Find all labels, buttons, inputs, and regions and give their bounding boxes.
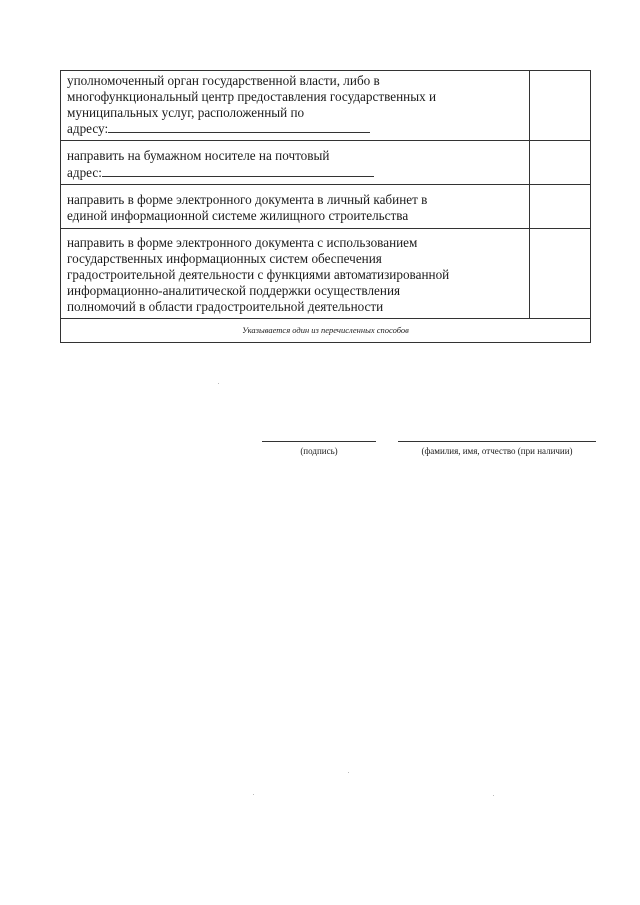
option-row-office <box>61 71 590 141</box>
option-line: направить на бумажном носителе на почтовый <box>67 148 330 164</box>
option-line: информационно-аналитической поддержки осуществления <box>67 282 401 298</box>
scan-speck <box>493 795 494 796</box>
option-line: направить в форме электронного документа с использованием <box>67 235 418 251</box>
option-row-personal-account <box>61 185 590 230</box>
option-line: уполномоченный орган государственной власти, либо в <box>67 73 380 88</box>
address-label: адрес: <box>67 164 102 180</box>
option-line: направить в форме электронного документа в личный кабинет в <box>67 191 428 207</box>
option-row-mail <box>61 141 590 185</box>
note-row <box>61 319 590 342</box>
address-line <box>67 120 523 137</box>
option-checkbox-cell[interactable] <box>530 141 590 184</box>
option-text <box>61 185 530 229</box>
option-line: единой информационной системе жилищного строительства <box>67 207 409 223</box>
option-checkbox-cell[interactable] <box>530 185 590 229</box>
full-name-label: (фамилия, имя, отчество (при наличии) <box>421 446 573 456</box>
option-line: градостроительной деятельности с функциями автоматизированной <box>67 266 450 282</box>
scan-speck <box>253 794 254 795</box>
option-line: государственных информационных систем обеспечения <box>67 251 382 267</box>
option-row-info-systems <box>61 229 590 319</box>
option-text <box>61 141 530 184</box>
table-note: Указывается один из перечисленных способов <box>242 325 409 336</box>
option-line: многофункциональный центр предоставления государственных и <box>67 88 437 104</box>
full-name-line[interactable] <box>398 441 596 442</box>
signature-label: (подпись) <box>300 446 338 456</box>
address-line <box>67 164 523 181</box>
address-blank[interactable] <box>108 120 370 133</box>
address-blank[interactable] <box>102 164 374 177</box>
scan-speck <box>348 772 349 773</box>
option-checkbox-cell[interactable] <box>530 229 590 318</box>
option-text <box>61 71 530 140</box>
scan-speck <box>218 383 219 384</box>
signature-line[interactable] <box>262 441 376 442</box>
option-checkbox-cell[interactable] <box>530 71 590 140</box>
address-label: адресу: <box>67 121 109 137</box>
delivery-method-table <box>60 70 591 343</box>
option-line: муниципальных услуг, расположенный по <box>67 104 305 120</box>
option-line: полномочий в области градостроительной деятельности <box>67 298 384 314</box>
option-text <box>61 229 530 318</box>
